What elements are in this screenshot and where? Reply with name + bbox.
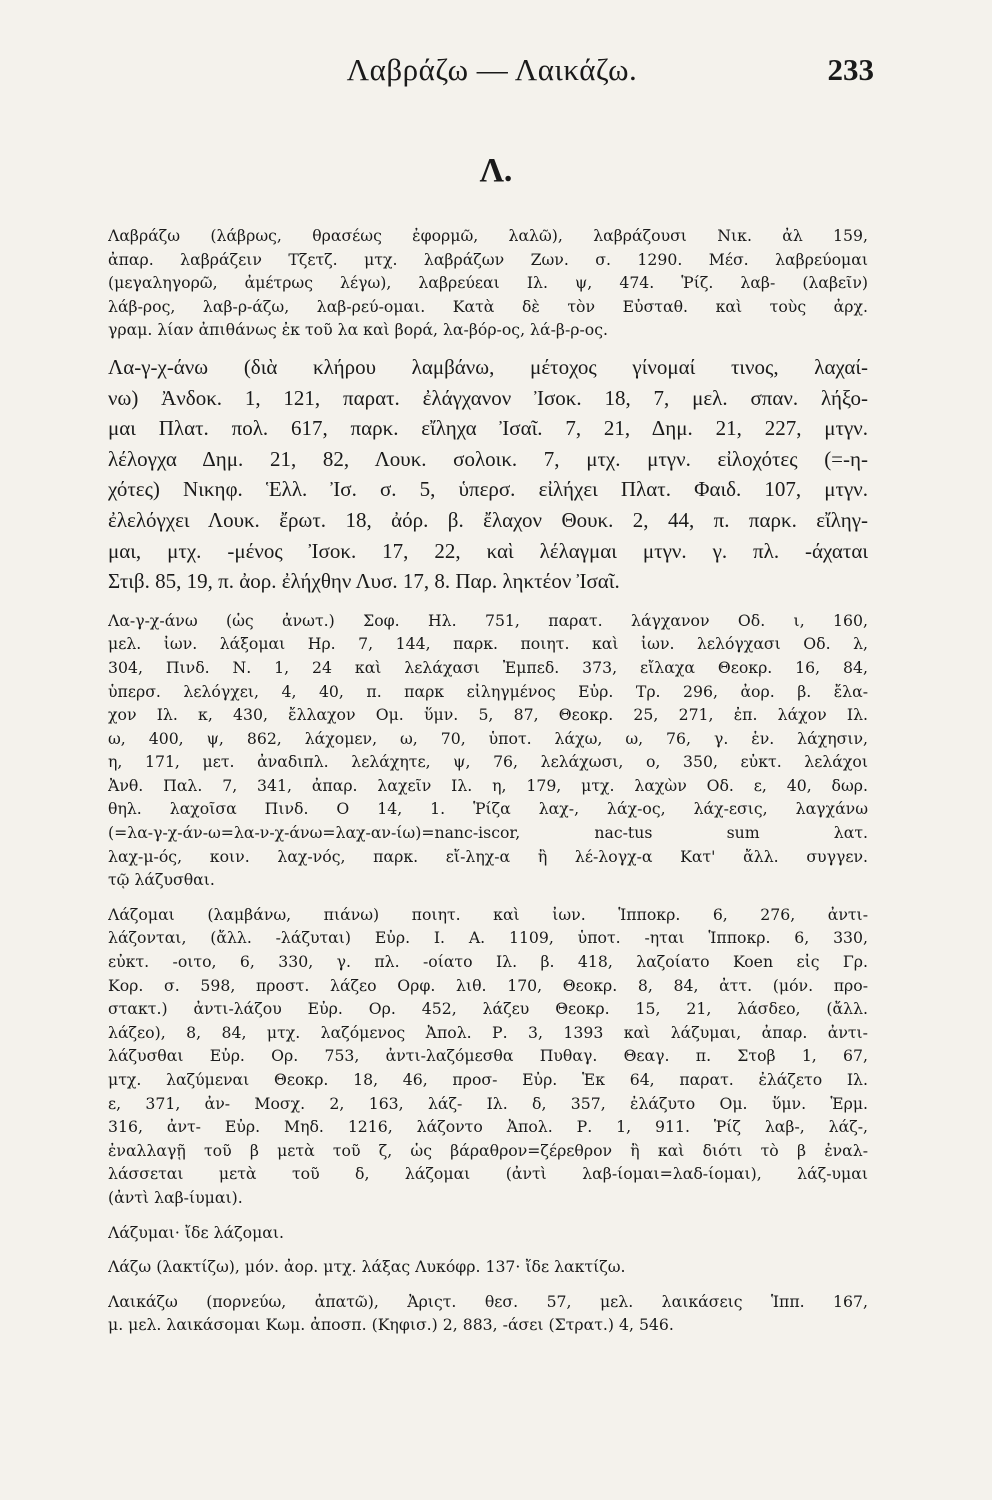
entry-line: 316, ἀντ- Εὐρ. Μηδ. 1216, λάζοντο Ἀπολ. Ρ. 1, 911. Ῥίζ λαβ-, λάζ-, (108, 1117, 868, 1137)
entry-line: εὐκτ. -οιτο, 6, 330, γ. πλ. -οίατο Ιλ. β. 418, λαζοίατο Koen εἰς Γρ. (108, 952, 868, 972)
entry-lazymai (108, 1221, 868, 1245)
section-letter: Λ. (479, 152, 513, 189)
entry-line: μτχ. λαζύμεναι Θεοκρ. 18, 46, προσ- Εὐρ. Ἑκ 64, παρατ. ἐλάζετο Ιλ. (108, 1070, 868, 1089)
page-header (110, 52, 874, 96)
entry-line: 304, Πινδ. Ν. 1, 24 καὶ λελάχασι Ἐμπεδ. 373, εἴλαχα Θεοκρ. 16, 84, (108, 657, 868, 677)
entry-line: Λαβράζω (λάβρως, θρασέως ἐφορμῶ, λαλῶ), λαβράζουσι Νικ. ἀλ 159, (108, 226, 868, 245)
running-title: Λαβράζω — Λαικάζω. (346, 52, 638, 87)
entry-line: στακτ.) ἀντι-λάζου Εὐρ. Ορ. 452, λάζευ Θεοκρ. 15, 21, λάσδεο, (ἄλλ. (108, 999, 868, 1019)
entry-lagchano (108, 352, 868, 597)
entry-line: λάσσεται μετὰ τοῦ δ, λάζομαι (ἀντὶ λαβ-ίομαι=λαδ-ίομαι), λάζ-υμαι (108, 1164, 868, 1184)
entry-line: γραμ. λίαν ἀπιθάνως ἐκ τοῦ λα καὶ βορά, λα-βόρ-ος, λά-β-ρ-ος. (108, 320, 609, 340)
entry-line: Λάζομαι (λαμβάνω, πιάνω) ποιητ. καὶ ἰων. Ἱπποκρ. 6, 276, ἀντι- (108, 904, 868, 924)
entry-line: χον Ιλ. κ, 430, ἔλλαχον Ομ. ὕμν. 5, 87, Θεοκρ. 25, 271, ἐπ. λάχον Ιλ. (108, 705, 868, 725)
entry-line: Λα-γ-χ-άνω (διὰ κλήρου λαμβάνω, μέτοχος γίνομαί τινος, λαχαί- (108, 354, 868, 379)
entry-line: μαι, μτχ. -μένος Ἰσοκ. 17, 22, καὶ λέλαγμαι μτγν. γ. πλ. -άχαται (108, 538, 868, 563)
entry-line: (μεγαληγορῶ, ἀμέτρως λέγω), λαβρεύεαι Ιλ. ψ, 474. Ῥίζ. λαβ- (λαβεῖν) (108, 273, 868, 293)
entry-line: ἐλελόγχει Λουκ. ἔρωτ. 18, ἀόρ. β. ἔλαχον Θουκ. 2, 44, π. παρκ. εἴληγ- (108, 507, 868, 532)
entry-line: χότες) Νικηφ. Ἑλλ. Ἰσ. σ. 5, ὑπερσ. εἰλήχει Πλατ. Φαιδ. 107, μτγν. (108, 477, 868, 502)
entry-line: Κορ. σ. 598, προστ. λάζεο Ορφ. λιθ. 170, Θεοκρ. 8, 84, ἀττ. (μόν. προ- (108, 975, 868, 995)
entry-lagchano-poetic (108, 609, 868, 892)
entry-line: νω) Ἀνδοκ. 1, 121, παρατ. ἐλάγχανον Ἰσοκ. 18, 7, μελ. σπαν. λήξο- (108, 385, 868, 410)
entry-laikazo (108, 1290, 868, 1337)
entry-line: Ἀνθ. Παλ. 7, 341, ἀπαρ. λαχεῖν Ιλ. η, 179, μτχ. λαχὼν Οδ. ε, 40, δωρ. (108, 775, 868, 795)
entry-line: λαχ-μ-ός, κοιν. λαχ-νός, παρκ. εἴ-ληχ-α ἢ λέ-λογχ-α Κατ' ἄλλ. συγγεν. (108, 846, 868, 866)
page-number: 233 (827, 52, 874, 87)
entry-line: (ἀντὶ λαβ-ίυμαι). (108, 1187, 243, 1207)
entry-line: (=λα-γ-χ-άν-ω=λα-ν-χ-άνω=λαχ-αν-ίω)=nanc-iscor, nac-tus sum λατ. (108, 823, 868, 843)
entry-labrazo (108, 224, 868, 342)
entry-lazo (108, 1255, 868, 1279)
entry-line: λέλογχα Δημ. 21, 82, Λουκ. σολοικ. 7, μτχ. μτγν. εἰλοχότες (=-η- (108, 446, 868, 471)
entry-line: ἀπαρ. λαβράζειν Τζετζ. μτχ. λαβράζων Ζων. σ. 1290. Μέσ. λαβρεύομαι (108, 249, 868, 269)
entry-line: μ. μελ. λαικάσομαι Κωμ. ἀποσπ. (Κηφισ.) 2, 883, -άσει (Στρατ.) 4, 546. (108, 1315, 674, 1335)
entry-line: τῷ λάζυσθαι. (108, 870, 215, 890)
entry-line: η, 171, μετ. ἀναδιπλ. λελάχητε, ψ, 76, λελάχωσι, ο, 350, εὐκτ. λελάχοι (108, 752, 868, 772)
entry-line: ω, 400, ψ, 862, λάχομεν, ω, 70, ὑποτ. λάχω, ω, 76, γ. ἑν. λάχησιν, (108, 728, 868, 748)
entry-line: λάζεο), 8, 84, μτχ. λαζόμενος Ἀπολ. Ρ. 3, 1393 καὶ λάζυμαι, ἀπαρ. ἀντι- (108, 1022, 868, 1042)
entry-line: Λα-γ-χ-άνω (ὡς ἀνωτ.) Σοφ. Ηλ. 751, παρατ. λάγχανον Οδ. ι, 160, (108, 610, 868, 630)
entry-line: Λαικάζω (πορνεύω, ἀπατῶ), Ἀριςτ. θεσ. 57, μελ. λαικάσεις Ἱππ. 167, (108, 1291, 868, 1311)
entry-line: Λάζυμαι· ἴδε λάζομαι. (108, 1222, 284, 1242)
entry-line: ἐναλλαγῇ τοῦ β μετὰ τοῦ ζ, ὡς βάραθρον=ζέρεθρον ἢ καὶ διότι τὸ β ἐναλ- (108, 1140, 868, 1160)
entry-line: μελ. ἰων. λάξομαι Ηρ. 7, 144, παρκ. ποιητ. καὶ ἰων. λελόγχασι Οδ. λ, (108, 634, 868, 654)
entry-line: ὑπερσ. λελόγχει, 4, 40, π. παρκ εἰληγμένος Εὐρ. Τρ. 296, ἀορ. β. ἔλα- (108, 681, 868, 701)
entry-line: λάζονται, (ἄλλ. -λάζυται) Εὐρ. Ι. Α. 1109, ὑποτ. -ηται Ἱπποκρ. 6, 330, (108, 928, 868, 948)
entry-line: Λάζω (λακτίζω), μόν. ἀορ. μτχ. λάξας Λυκόφρ. 137· ἴδε λακτίζω. (108, 1257, 626, 1277)
entry-lazomai (108, 903, 868, 1210)
entry-line: λάβ-ρος, λαβ-ρ-άζω, λαβ-ρεύ-ομαι. Κατὰ δὲ τὸν Εὐσταθ. καὶ τοὺς ἀρχ. (108, 296, 868, 316)
entry-line: ε, 371, ἀν- Μοσχ. 2, 163, λάζ- Ιλ. δ, 357, ἐλάζυτο Ομ. ὕμν. Ἑρμ. (108, 1093, 868, 1113)
entry-line: θηλ. λαχοῖσα Πινδ. Ο 14, 1. Ῥίζα λαχ-, λάχ-ος, λάχ-εσις, λαγχάνω (108, 799, 868, 819)
entry-line: Στιβ. 85, 19, π. ἀορ. ἐλήχθην Λυσ. 17, 8. Παρ. ληκτέον Ἰσαῖ. (108, 569, 620, 594)
entry-line: λάζυσθαι Εὐρ. Ορ. 753, ἀντι-λαζόμεσθα Πυθαγ. Θεαγ. π. Στοβ 1, 67, (108, 1046, 868, 1066)
entry-line: μαι Πλατ. πολ. 617, παρκ. εἴληχα Ἰσαῖ. 7, 21, Δημ. 21, 227, μτγν. (108, 416, 868, 441)
dictionary-entries (108, 224, 868, 1337)
